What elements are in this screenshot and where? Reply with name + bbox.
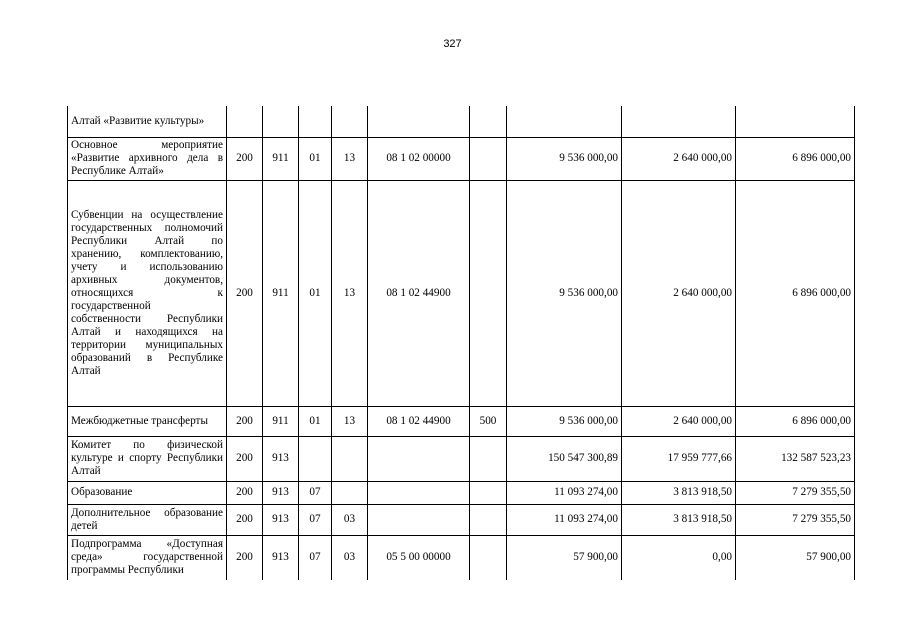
cell-empty [263, 106, 299, 137]
cell-pr: 01 [299, 137, 332, 180]
cell-csr: 08 1 02 44900 [368, 180, 470, 406]
cell-total: 9 536 000,00 [507, 180, 622, 406]
row-name: Основное мероприятие «Развитие архивного дела в Республике Алтай» [68, 137, 227, 180]
cell-total: 57 900,00 [507, 535, 622, 580]
cell-vr [470, 535, 507, 580]
cell-pr: 07 [299, 504, 332, 535]
cell-ps: 13 [332, 406, 368, 436]
cell-federal: 0,00 [622, 535, 736, 580]
cell-total: 9 536 000,00 [507, 137, 622, 180]
cell-vr [470, 137, 507, 180]
cell-ps: 03 [332, 504, 368, 535]
table-row [68, 406, 855, 436]
cell-vr [470, 504, 507, 535]
page-number: 327 [443, 38, 462, 50]
cell-grbs: 200 [227, 436, 263, 481]
cell-rz: 913 [263, 436, 299, 481]
row-name: Субвенции на осуществление государственных полномочий Республики Алтай по хранению, комплектованию, учету и использованию архивных документов, относящихся к государственной собственности Республики Алтай и находящихся на территории муниципальных образований в Республике Алтай [68, 180, 227, 406]
cell-grbs: 200 [227, 180, 263, 406]
cell-grbs: 200 [227, 481, 263, 504]
cell-csr [368, 504, 470, 535]
cell-federal: 2 640 000,00 [622, 137, 736, 180]
cell-csr [368, 481, 470, 504]
cell-rz: 911 [263, 137, 299, 180]
cell-rz: 913 [263, 481, 299, 504]
row-name: Алтай «Развитие культуры» [68, 106, 227, 137]
table-row [68, 481, 855, 504]
cell-regional: 57 900,00 [736, 535, 855, 580]
row-name: Подпрограмма «Доступная среда» государственной программы Республики [68, 535, 227, 580]
cell-csr: 05 5 00 00000 [368, 535, 470, 580]
cell-pr: 07 [299, 481, 332, 504]
cell-empty [299, 106, 332, 137]
row-name: Образование [68, 481, 227, 504]
cell-ps [332, 436, 368, 481]
cell-regional: 7 279 355,50 [736, 481, 855, 504]
cell-ps: 03 [332, 535, 368, 580]
cell-rz: 913 [263, 504, 299, 535]
cell-pr [299, 436, 332, 481]
table-row [68, 504, 855, 535]
cell-total: 9 536 000,00 [507, 406, 622, 436]
table-row [68, 535, 855, 580]
table-row [68, 137, 855, 180]
cell-regional: 6 896 000,00 [736, 406, 855, 436]
cell-grbs: 200 [227, 504, 263, 535]
cell-grbs: 200 [227, 406, 263, 436]
cell-regional: 132 587 523,23 [736, 436, 855, 481]
cell-federal: 3 813 918,50 [622, 481, 736, 504]
cell-ps [332, 481, 368, 504]
cell-empty [332, 106, 368, 137]
cell-rz: 911 [263, 180, 299, 406]
cell-total: 150 547 300,89 [507, 436, 622, 481]
row-name: Межбюджетные трансферты [68, 406, 227, 436]
cell-empty [507, 106, 622, 137]
budget-table [67, 106, 855, 580]
cell-regional: 6 896 000,00 [736, 137, 855, 180]
cell-csr [368, 436, 470, 481]
cell-vr [470, 436, 507, 481]
cell-ps: 13 [332, 180, 368, 406]
cell-regional: 6 896 000,00 [736, 180, 855, 406]
cell-ps: 13 [332, 137, 368, 180]
cell-rz: 911 [263, 406, 299, 436]
cell-rz: 913 [263, 535, 299, 580]
cell-total: 11 093 274,00 [507, 504, 622, 535]
table-row [68, 106, 855, 137]
cell-vr: 500 [470, 406, 507, 436]
cell-pr: 01 [299, 406, 332, 436]
cell-federal: 17 959 777,66 [622, 436, 736, 481]
cell-grbs: 200 [227, 535, 263, 580]
cell-federal: 3 813 918,50 [622, 504, 736, 535]
cell-pr: 01 [299, 180, 332, 406]
cell-csr: 08 1 02 00000 [368, 137, 470, 180]
cell-pr: 07 [299, 535, 332, 580]
cell-empty [227, 106, 263, 137]
cell-total: 11 093 274,00 [507, 481, 622, 504]
cell-empty [736, 106, 855, 137]
cell-regional: 7 279 355,50 [736, 504, 855, 535]
row-name: Комитет по физической культуре и спорту Республики Алтай [68, 436, 227, 481]
cell-vr [470, 180, 507, 406]
table-row [68, 436, 855, 481]
table-row [68, 180, 855, 406]
cell-empty [622, 106, 736, 137]
row-name: Дополнительное образование детей [68, 504, 227, 535]
cell-federal: 2 640 000,00 [622, 180, 736, 406]
cell-vr [470, 481, 507, 504]
cell-csr: 08 1 02 44900 [368, 406, 470, 436]
cell-grbs: 200 [227, 137, 263, 180]
cell-empty [368, 106, 470, 137]
cell-federal: 2 640 000,00 [622, 406, 736, 436]
cell-empty [470, 106, 507, 137]
